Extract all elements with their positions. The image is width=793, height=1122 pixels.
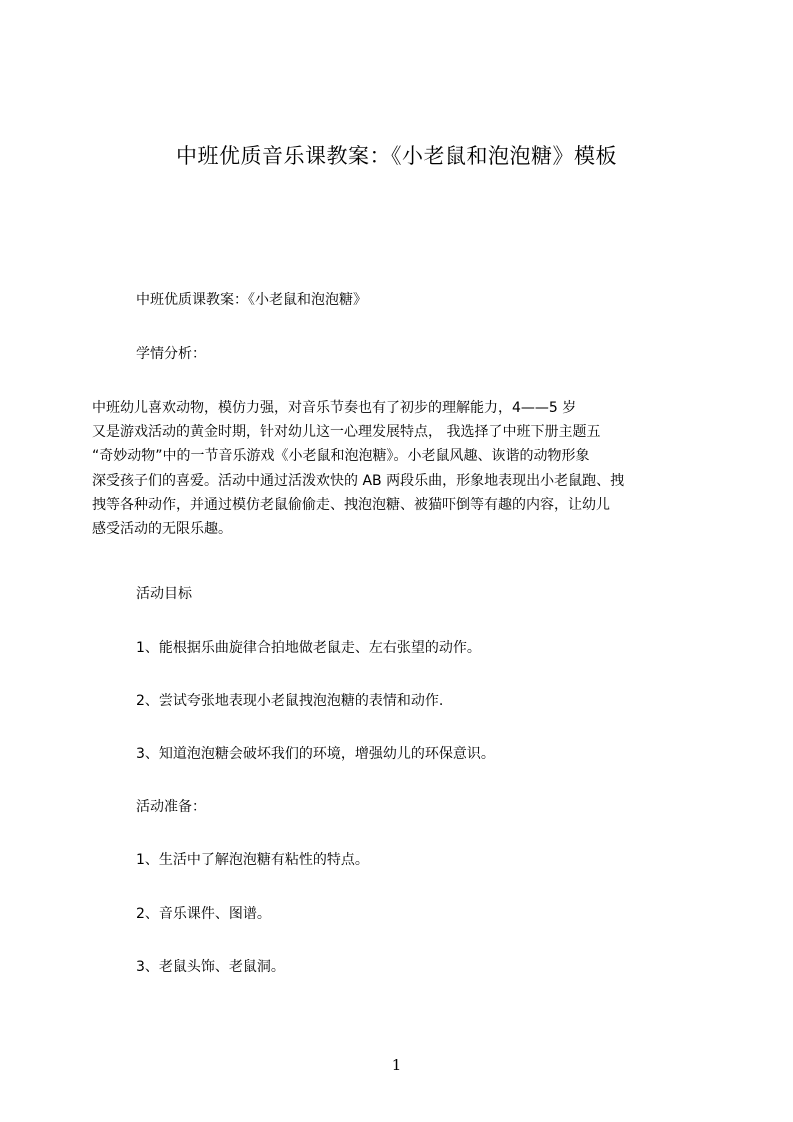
page-number: 1 bbox=[391, 1056, 402, 1074]
prep-heading: 活动准备： bbox=[136, 799, 206, 815]
lesson-subtitle: 中班优质课教案：《小老鼠和泡泡糖》 bbox=[136, 292, 367, 308]
document-title: 中班优质音乐课教案：《小老鼠和泡泡糖》模板 bbox=[176, 144, 617, 168]
analysis-line: 又是游戏活动的黄金时期，针对幼儿这一心理发展特点， 我选择了中班下册主题五 bbox=[92, 424, 601, 441]
analysis-line: 深受孩子们的喜爱。活动中通过活泼欢快的 AB 两段乐曲，形象地表现出小老鼠跑、拽 bbox=[92, 472, 625, 489]
analysis-line: 感受活动的无限乐趣。 bbox=[92, 520, 232, 537]
analysis-paragraph bbox=[92, 396, 696, 541]
prep-item: 1、生活中了解泡泡糖有粘性的特点。 bbox=[136, 852, 369, 868]
goal-item: 1、能根据乐曲旋律合拍地做老鼠走、左右张望的动作。 bbox=[136, 640, 481, 656]
goals-heading: 活动目标 bbox=[136, 586, 192, 602]
analysis-line: 中班幼儿喜欢动物，模仿力强，对音乐节奏也有了初步的理解能力，4——5 岁 bbox=[92, 400, 577, 416]
goal-item: 3、知道泡泡糖会破坏我们的环境，增强幼儿的环保意识。 bbox=[136, 746, 495, 762]
analysis-line: “奇妙动物”中的一节音乐游戏《小老鼠和泡泡糖》。小老鼠风趣、诙谐的动物形象 bbox=[92, 448, 590, 465]
prep-item: 3、老鼠头饰、老鼠洞。 bbox=[136, 959, 285, 975]
analysis-line: 拽等各种动作，并通过模仿老鼠偷偷走、拽泡泡糖、被猫吓倒等有趣的内容，让幼儿 bbox=[92, 496, 610, 513]
prep-item: 2、音乐课件、图谱。 bbox=[136, 906, 271, 922]
analysis-heading: 学情分析： bbox=[136, 346, 206, 362]
goal-item: 2、尝试夸张地表现小老鼠拽泡泡糖的表情和动作. bbox=[136, 693, 444, 709]
